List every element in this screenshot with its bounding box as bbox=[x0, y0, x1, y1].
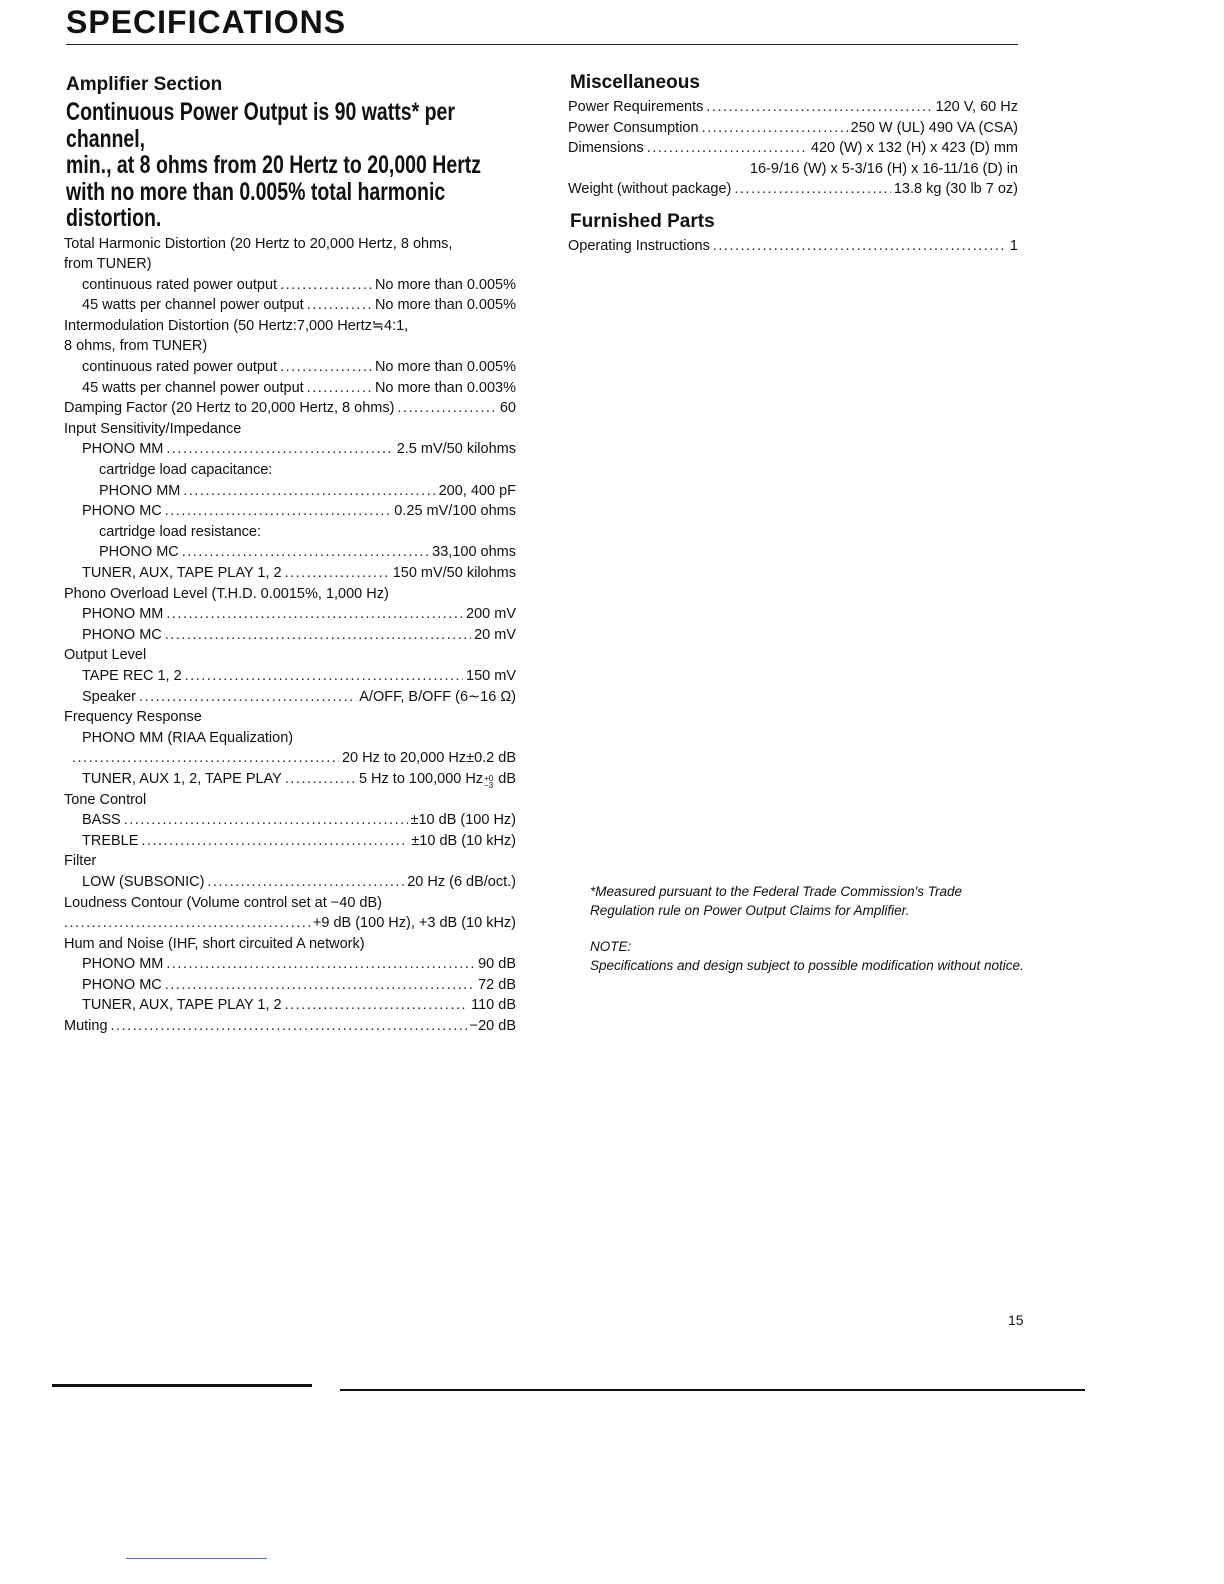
spec-row bbox=[64, 913, 516, 934]
spec-row-muting bbox=[64, 1016, 516, 1037]
spec-label: TUNER, AUX, TAPE PLAY 1, 2 bbox=[82, 565, 282, 581]
output-level-label: Output Level bbox=[64, 647, 147, 664]
bottom-rule bbox=[340, 1389, 1085, 1391]
spec-value: ±10 dB (100 Hz) bbox=[410, 812, 516, 829]
freq-range: 5 Hz to 100,000 Hz bbox=[358, 770, 484, 787]
spec-label: PHONO MM bbox=[82, 606, 164, 623]
spec-label: Power Consumption bbox=[568, 119, 699, 136]
spec-value: 2.5 mV/50 kilohms bbox=[396, 441, 516, 458]
spec-row bbox=[568, 97, 1018, 118]
spec-label: TUNER, AUX 1, 2, TAPE PLAY bbox=[82, 770, 282, 787]
spec-row bbox=[64, 975, 516, 996]
spec-value: 150 mV/50 kilohms bbox=[392, 565, 516, 581]
spec-label: Speaker bbox=[82, 688, 137, 705]
spec-label: continuous rated power output bbox=[82, 276, 278, 293]
spec-row bbox=[64, 378, 516, 399]
imd-label-cont: 8 ohms, from TUNER) bbox=[64, 338, 208, 355]
notes bbox=[590, 882, 1030, 976]
spec-label: LOW (SUBSONIC) bbox=[82, 873, 205, 890]
spec-label: PHONO MM bbox=[82, 956, 164, 973]
spec-value: ±10 dB (10 kHz) bbox=[411, 832, 516, 849]
tolerance-high: +0 bbox=[484, 773, 494, 783]
spec-label: Power Requirements bbox=[568, 99, 704, 115]
frequency-response-label: Frequency Response bbox=[64, 709, 202, 726]
headline-line: distortion. bbox=[66, 204, 162, 232]
tone-control-label: Tone Control bbox=[64, 791, 147, 808]
spec-label: continuous rated power output bbox=[82, 359, 278, 376]
power-output-headline bbox=[66, 99, 518, 232]
spec-value: 0.25 mV/100 ohms bbox=[394, 503, 516, 520]
dimensions-inches: 16-9/16 (W) x 5-3/16 (H) x 16-11/16 (D) in bbox=[749, 160, 1018, 177]
phono-overload-label: Phono Overload Level (T.H.D. 0.0015%, 1,000 Hz) bbox=[64, 585, 389, 602]
spec-row bbox=[64, 439, 516, 460]
spec-value: 200 mV bbox=[466, 606, 516, 623]
spec-value: 120 V, 60 Hz bbox=[935, 99, 1018, 115]
spec-value: No more than 0.005% bbox=[374, 276, 516, 293]
spec-value: −20 dB bbox=[469, 1018, 516, 1035]
spec-label: PHONO MC bbox=[82, 503, 162, 520]
spec-row bbox=[64, 625, 516, 646]
spec-value: 90 dB bbox=[478, 956, 516, 973]
input-sensitivity-label: Input Sensitivity/Impedance bbox=[64, 420, 242, 437]
spec-value: +9 dB (100 Hz), +3 dB (10 kHz) bbox=[312, 915, 516, 932]
page-number: 15 bbox=[1008, 1312, 1024, 1328]
misc-heading: Miscellaneous bbox=[570, 72, 700, 93]
spec-row bbox=[64, 687, 516, 708]
spec-label: Dimensions bbox=[568, 140, 644, 157]
spec-row bbox=[64, 275, 516, 296]
spec-row bbox=[64, 542, 516, 563]
spec-row bbox=[64, 769, 516, 790]
spec-value: 33,100 ohms bbox=[432, 544, 516, 561]
imd-label: Intermodulation Distortion (50 Hertz:7,000 Hertz≒4:1, bbox=[64, 317, 409, 334]
tolerance-low: −3 bbox=[484, 780, 494, 790]
spec-value: No more than 0.005% bbox=[374, 297, 516, 314]
spec-value: No more than 0.003% bbox=[374, 379, 516, 396]
thd-label-cont: from TUNER) bbox=[64, 256, 152, 273]
spec-value: 1 bbox=[1009, 237, 1018, 254]
spec-row bbox=[64, 748, 516, 769]
page-title: SPECIFICATIONS bbox=[66, 4, 347, 40]
spec-row bbox=[64, 954, 516, 975]
spec-value: No more than 0.005% bbox=[374, 359, 516, 376]
cartridge-capacitance-label: cartridge load capacitance: bbox=[99, 462, 273, 479]
spec-row bbox=[64, 666, 516, 687]
spec-label: BASS bbox=[82, 812, 121, 829]
spec-label: TUNER, AUX, TAPE PLAY 1, 2 bbox=[82, 997, 282, 1014]
spec-value: 200, 400 pF bbox=[438, 482, 516, 499]
spec-row bbox=[568, 179, 1018, 200]
spec-value: 13.8 kg (30 lb 7 oz) bbox=[893, 181, 1018, 198]
hum-noise-label: Hum and Noise (IHF, short circuited A network) bbox=[64, 935, 365, 952]
spec-value: 420 (W) x 132 (H) x 423 (D) mm bbox=[810, 140, 1018, 157]
headline-line: with no more than 0.005% total harmonic bbox=[66, 177, 446, 206]
spec-row bbox=[568, 118, 1018, 139]
title-rule bbox=[66, 44, 1018, 45]
spec-row bbox=[64, 295, 516, 316]
spec-label: Muting bbox=[64, 1018, 108, 1035]
bottom-rule-blue bbox=[126, 1558, 267, 1559]
spec-row bbox=[64, 357, 516, 378]
amplifier-section bbox=[64, 73, 516, 1037]
freq-unit: dB bbox=[498, 770, 516, 787]
spec-label: PHONO MC bbox=[99, 544, 179, 561]
spec-value: 250 W (UL) 490 VA (CSA) bbox=[850, 119, 1018, 136]
spec-value: 72 dB bbox=[478, 976, 516, 993]
spec-label: Weight (without package) bbox=[568, 181, 732, 198]
spec-value: A/OFF, B/OFF (6∼16 Ω) bbox=[359, 688, 516, 705]
footnote: *Measured pursuant to the Federal Trade Commission's Trade Regulation rule on Power Output Claims for Amplifier. bbox=[590, 884, 962, 919]
tolerance bbox=[484, 775, 493, 789]
spec-value: 60 bbox=[499, 400, 516, 417]
spec-row bbox=[568, 236, 1018, 257]
thd-label: Total Harmonic Distortion (20 Hertz to 20,000 Hertz, 8 ohms, bbox=[64, 235, 453, 252]
spec-row bbox=[64, 563, 516, 584]
spec-value bbox=[359, 769, 516, 790]
spec-value: 20 Hz (6 dB/oct.) bbox=[407, 873, 516, 890]
spec-row bbox=[64, 810, 516, 831]
spec-label: Operating Instructions bbox=[568, 237, 710, 254]
spec-label: 45 watts per channel power output bbox=[82, 379, 304, 396]
loudness-label: Loudness Contour (Volume control set at −40 dB) bbox=[64, 894, 382, 911]
spec-label: Damping Factor (20 Hertz to 20,000 Hertz, 8 ohms) bbox=[64, 400, 395, 417]
amplifier-heading: Amplifier Section bbox=[66, 74, 223, 95]
spec-value: 150 mV bbox=[466, 667, 516, 684]
headline-line: Continuous Power Output is 90 watts* per channel, bbox=[66, 98, 455, 153]
headline-line: min., at 8 ohms from 20 Hertz to 20,000 Hertz bbox=[66, 151, 482, 179]
spec-row bbox=[64, 604, 516, 625]
freq-mm-label: PHONO MM (RIAA Equalization) bbox=[82, 729, 294, 746]
spec-value: 20 Hz to 20,000 Hz±0.2 dB bbox=[341, 750, 516, 767]
misc-section bbox=[568, 71, 1018, 257]
cartridge-resistance-label: cartridge load resistance: bbox=[99, 523, 261, 540]
spec-value: 110 dB bbox=[471, 997, 516, 1014]
spec-label: PHONO MC bbox=[82, 626, 162, 643]
spec-row bbox=[64, 501, 516, 522]
spec-row bbox=[64, 872, 516, 893]
spec-row-damping bbox=[64, 398, 516, 419]
spec-label: 45 watts per channel power output bbox=[82, 297, 304, 314]
filter-label: Filter bbox=[64, 853, 97, 870]
furnished-heading: Furnished Parts bbox=[570, 210, 715, 232]
spec-row bbox=[568, 138, 1018, 159]
spec-label: PHONO MC bbox=[82, 976, 162, 993]
spec-row bbox=[64, 831, 516, 852]
spec-label: PHONO MM bbox=[99, 482, 181, 499]
bottom-rule bbox=[52, 1384, 312, 1387]
spec-row bbox=[64, 481, 516, 502]
spec-label: PHONO MM bbox=[82, 441, 164, 458]
spec-label: TREBLE bbox=[82, 832, 139, 849]
spec-row bbox=[64, 995, 516, 1016]
note-text: Specifications and design subject to possible modification without notice. bbox=[590, 958, 1024, 974]
spec-value: 20 mV bbox=[474, 626, 516, 643]
spec-label: TAPE REC 1, 2 bbox=[82, 667, 182, 684]
note-label: NOTE: bbox=[590, 938, 632, 954]
